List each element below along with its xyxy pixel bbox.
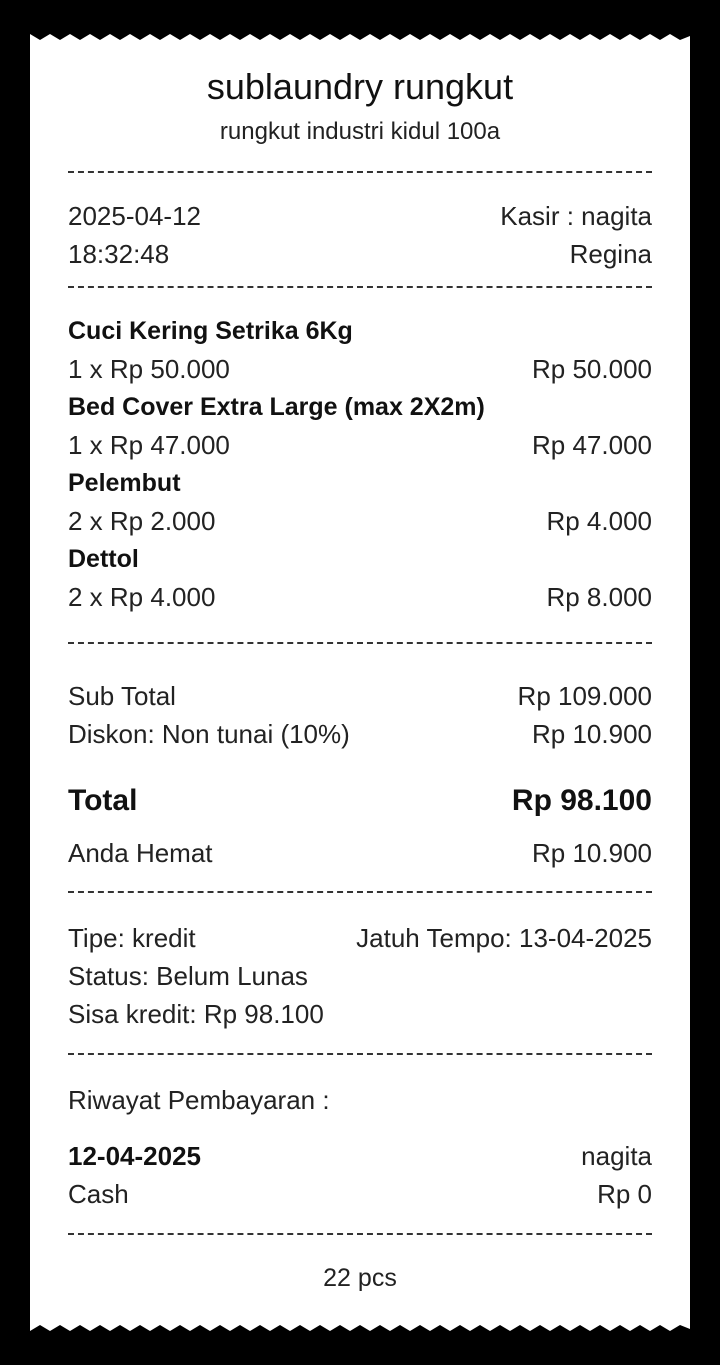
subtotal-label: Sub Total xyxy=(68,681,176,711)
item-qty-price: 1 x Rp 50.000 xyxy=(68,354,230,384)
item-qty-price: 2 x Rp 2.000 xyxy=(68,506,216,536)
transaction-date: 2025-04-12 xyxy=(68,201,201,231)
subtotal-value: Rp 109.000 xyxy=(517,681,652,711)
shop-address: rungkut industri kidul 100a xyxy=(219,118,501,145)
payment-status-row xyxy=(68,960,652,992)
remaining-credit: Sisa kredit: Rp 98.100 xyxy=(68,999,324,1029)
time-customer-row xyxy=(68,238,652,270)
savings-value: Rp 10.900 xyxy=(532,838,652,868)
item-qty-price: 2 x Rp 4.000 xyxy=(68,582,216,612)
history-amount: Rp 0 xyxy=(597,1179,652,1209)
item-name: Dettol xyxy=(68,545,139,573)
total-value: Rp 98.100 xyxy=(511,784,652,817)
item-line xyxy=(68,353,652,385)
history-date: 12-04-2025 xyxy=(68,1141,201,1171)
item-amount: Rp 50.000 xyxy=(532,354,652,384)
savings-label: Anda Hemat xyxy=(68,838,213,868)
item-line xyxy=(68,429,652,461)
total-pcs: 22 pcs xyxy=(323,1264,397,1292)
discount-row xyxy=(68,718,652,750)
history-user: nagita xyxy=(581,1141,652,1171)
history-method: Cash xyxy=(68,1179,129,1209)
divider xyxy=(68,1233,652,1235)
due-date: Jatuh Tempo: 13-04-2025 xyxy=(356,923,652,953)
transaction-time: 18:32:48 xyxy=(68,239,170,269)
item-amount: Rp 8.000 xyxy=(546,582,652,612)
discount-label: Diskon: Non tunai (10%) xyxy=(68,719,350,749)
item-name: Pelembut xyxy=(68,469,181,497)
date-cashier-row xyxy=(68,200,652,232)
total-row xyxy=(68,785,652,817)
history-method-row xyxy=(68,1178,652,1210)
shop-name: sublaundry rungkut xyxy=(206,66,514,107)
history-title-row xyxy=(68,1084,652,1116)
divider xyxy=(68,1053,652,1055)
receipt-content xyxy=(68,30,652,1335)
history-entry-row xyxy=(68,1140,652,1172)
customer-name: Regina xyxy=(569,239,652,269)
item-line xyxy=(68,581,652,613)
divider xyxy=(68,286,652,288)
divider xyxy=(68,891,652,893)
cashier-name: Kasir : nagita xyxy=(500,201,652,231)
payment-status: Status: Belum Lunas xyxy=(68,961,308,991)
divider xyxy=(68,171,652,173)
receipt xyxy=(30,30,690,1335)
savings-row xyxy=(68,837,652,869)
item-amount: Rp 4.000 xyxy=(546,506,652,536)
item-line xyxy=(68,505,652,537)
payment-type: Tipe: kredit xyxy=(68,923,196,953)
item-name: Cuci Kering Setrika 6Kg xyxy=(68,317,353,345)
subtotal-row xyxy=(68,680,652,712)
divider xyxy=(68,642,652,644)
payment-history-title: Riwayat Pembayaran : xyxy=(68,1085,330,1115)
item-amount: Rp 47.000 xyxy=(532,430,652,460)
discount-value: Rp 10.900 xyxy=(532,719,652,749)
remaining-credit-row xyxy=(68,998,652,1030)
item-name: Bed Cover Extra Large (max 2X2m) xyxy=(68,393,485,421)
total-label: Total xyxy=(68,784,138,817)
item-qty-price: 1 x Rp 47.000 xyxy=(68,430,230,460)
payment-type-row xyxy=(68,922,652,954)
